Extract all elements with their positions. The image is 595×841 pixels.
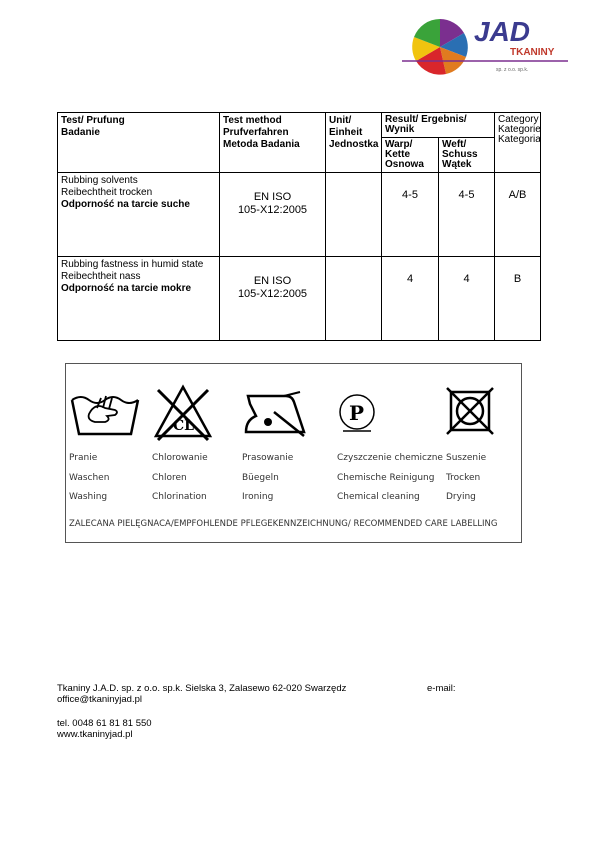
header-result: Result/ Ergebnis/ Wynik bbox=[382, 113, 495, 138]
care-label-en: Washing bbox=[69, 492, 108, 502]
company-logo bbox=[402, 15, 572, 75]
care-column-washing bbox=[69, 364, 149, 542]
svg-text:CL: CL bbox=[173, 418, 194, 434]
care-label-de: Waschen bbox=[69, 473, 110, 483]
care-label-pl: Chlorowanie bbox=[152, 453, 208, 463]
footer-email-label: e-mail: bbox=[427, 683, 456, 694]
care-label-de: Büegeln bbox=[242, 473, 279, 483]
ironing-icon bbox=[244, 390, 306, 438]
care-label-de: Chloren bbox=[152, 473, 187, 483]
table-row bbox=[58, 257, 541, 341]
warp-cell: 4-5 bbox=[382, 173, 439, 257]
test-name-cell: Rubbing solvents Reibechtheit trocken Odporność na tarcie suche bbox=[58, 173, 220, 257]
category-cell: A/B bbox=[495, 173, 541, 257]
care-column-ironing bbox=[242, 364, 332, 542]
care-label-en: Chlorination bbox=[152, 492, 207, 502]
logo-brand: JAD bbox=[474, 16, 531, 47]
header-weft: Weft/ Schuss Wątek bbox=[439, 138, 495, 173]
category-cell: B bbox=[495, 257, 541, 341]
logo-sub: TKANINY bbox=[510, 47, 555, 58]
footer-phone: tel. 0048 61 81 81 550 bbox=[57, 718, 152, 729]
care-labelling-note: ZALECANA PIELĘGNACA/EMPFOHLENDE PFLEGEKENNZEICHNUNG/ RECOMMENDED CARE LABELLING bbox=[69, 519, 498, 529]
header-unit: Unit/ Einheit Jednostka bbox=[326, 113, 382, 173]
weft-cell: 4 bbox=[439, 257, 495, 341]
care-label-en: Chemical cleaning bbox=[337, 492, 420, 502]
care-labelling-box bbox=[65, 363, 522, 543]
footer-email[interactable]: office@tkaninyjad.pl bbox=[57, 694, 142, 705]
logo-tagline: sp. z o.o. sp.k. bbox=[496, 67, 529, 73]
test-results-table bbox=[57, 112, 541, 341]
no-chlorine-icon bbox=[152, 382, 214, 442]
unit-cell bbox=[326, 173, 382, 257]
care-label-pl: Pranie bbox=[69, 453, 98, 463]
header-category: Category Kategorie Kategoria bbox=[495, 113, 541, 173]
header-test: Test/ Prufung Badanie bbox=[58, 113, 220, 173]
care-label-pl: Suszenie bbox=[446, 453, 487, 463]
care-label-pl: Prasowanie bbox=[242, 453, 294, 463]
care-label-en: Ironing bbox=[242, 492, 274, 502]
weft-cell: 4-5 bbox=[439, 173, 495, 257]
table-row bbox=[58, 173, 541, 257]
svg-text:P: P bbox=[349, 401, 365, 425]
care-label-de: Chemische Reinigung bbox=[337, 473, 435, 483]
footer-address: Tkaniny J.A.D. sp. z o.o. sp.k. Sielska 3, Zalasewo 62-020 Swarzędz bbox=[57, 683, 347, 694]
care-label-pl: Czyszczenie chemiczne bbox=[337, 453, 443, 463]
care-column-chemical-cleaning bbox=[337, 364, 447, 542]
dry-clean-p-icon bbox=[337, 392, 377, 434]
test-name-cell: Rubbing fastness in humid state Reibechtheit nass Odporność na tarcie mokre bbox=[58, 257, 220, 341]
test-method-cell: EN ISO 105-X12:2005 bbox=[220, 173, 326, 257]
no-tumble-dry-icon bbox=[446, 386, 496, 438]
warp-cell: 4 bbox=[382, 257, 439, 341]
test-method-cell: EN ISO 105-X12:2005 bbox=[220, 257, 326, 341]
care-column-drying bbox=[446, 364, 518, 542]
care-column-chlorination bbox=[152, 364, 242, 542]
header-method: Test method Prufverfahren Metoda Badania bbox=[220, 113, 326, 173]
footer-website[interactable]: www.tkaninyjad.pl bbox=[57, 729, 133, 740]
unit-cell bbox=[326, 257, 382, 341]
care-label-de: Trocken bbox=[446, 473, 481, 483]
washing-icon bbox=[69, 384, 141, 439]
care-label-en: Drying bbox=[446, 492, 476, 502]
header-warp: Warp/ Kette Osnowa bbox=[382, 138, 439, 173]
